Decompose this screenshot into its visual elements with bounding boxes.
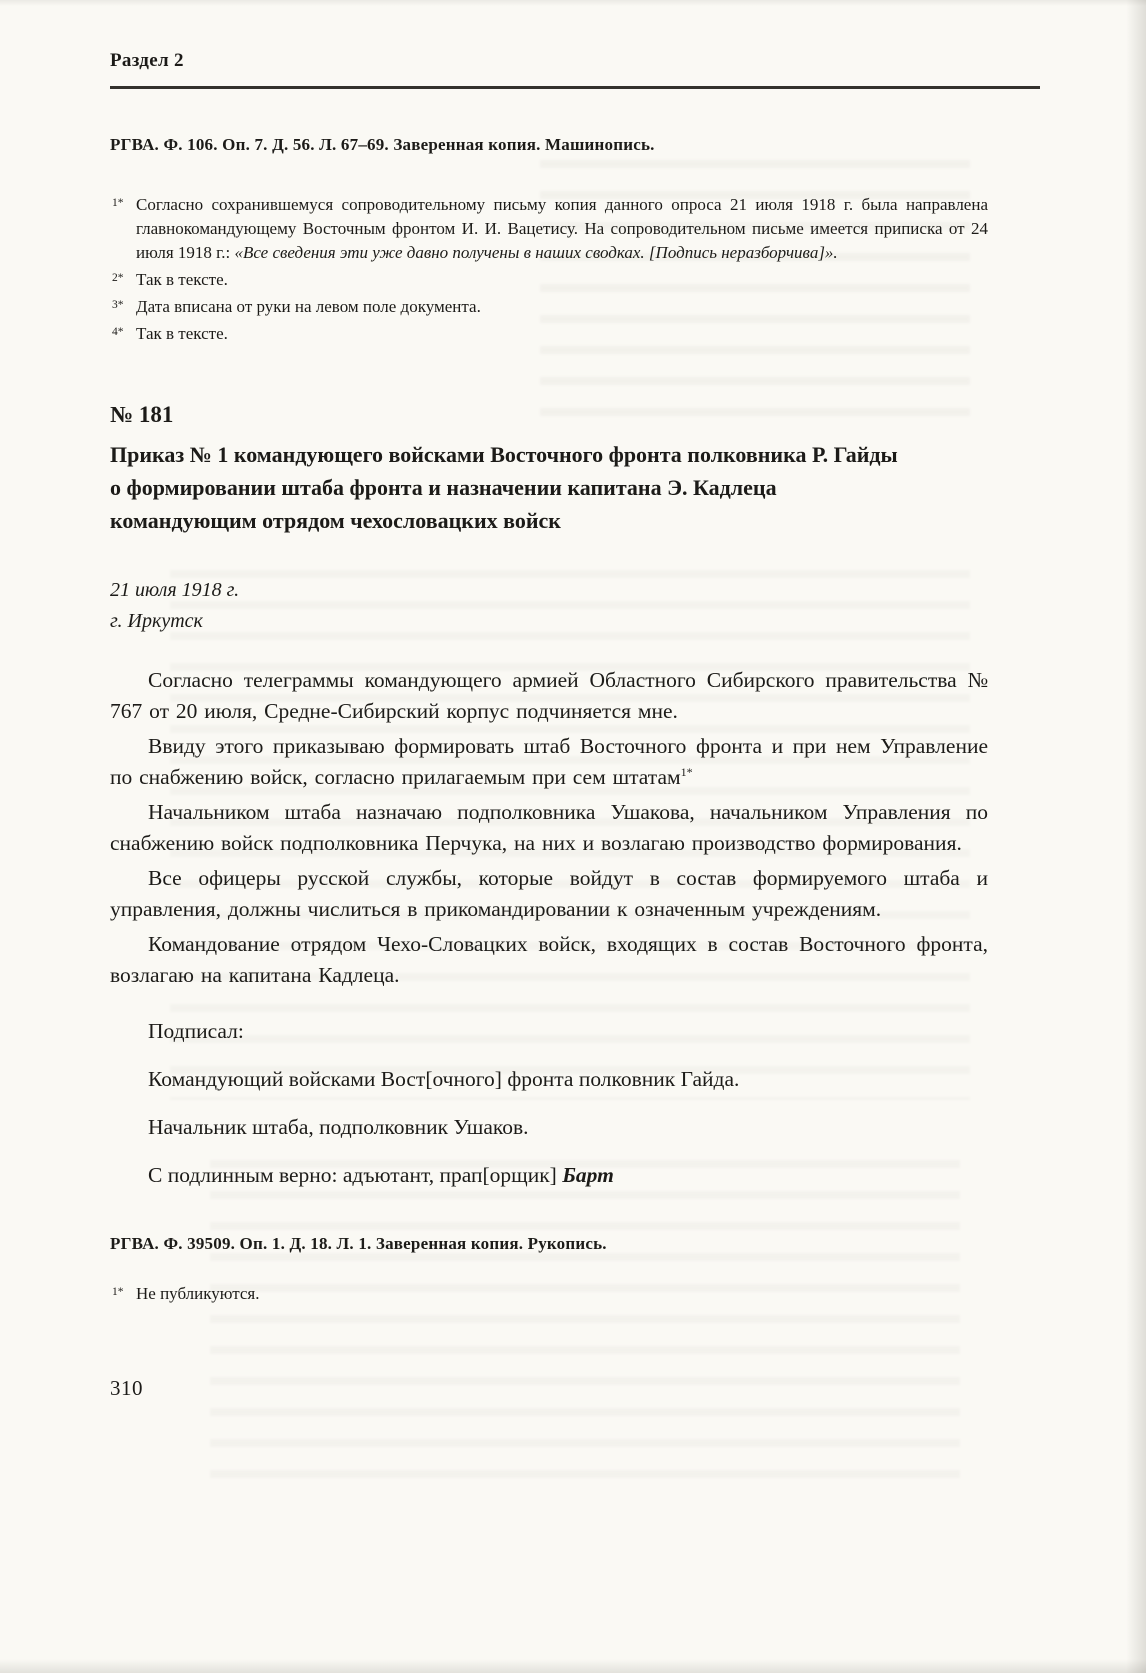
scan-edge-shadow xyxy=(0,1659,1146,1673)
footnote-quote: «Все сведения эти уже давно получены в наших сводках. [Подпись неразборчива]». xyxy=(234,243,838,262)
paragraph-text: Все офицеры русской службы, которые войдут в состав формируемого штаба и управления, должны числиться в прикомандировании к означенным учреждениям. xyxy=(110,866,988,921)
document-paragraph xyxy=(110,797,988,859)
document-number: № 181 xyxy=(110,402,174,427)
footnote xyxy=(110,322,988,346)
footnote-marker: 2* xyxy=(112,272,124,284)
signature-line: Начальник штаба, подполковник Ушаков. xyxy=(148,1115,529,1139)
footnote-text: Дата вписана от руки на левом поле документа. xyxy=(136,297,481,316)
footnote-marker: 1* xyxy=(112,197,124,209)
signature-line: Командующий войсками Вост[очного] фронта полковник Гайда. xyxy=(148,1067,740,1091)
header-rule xyxy=(110,86,1040,89)
document-paragraph xyxy=(110,929,988,991)
footnote-text: Так в тексте. xyxy=(136,270,228,289)
paragraph-text: Согласно телеграммы командующего армией Областного Сибирского правительства № 767 от 20 июля, Средне-Сибирский корпус подчиняется мне. xyxy=(110,668,988,723)
certification-line xyxy=(110,1163,988,1188)
document-body xyxy=(110,665,988,1188)
footnote xyxy=(110,193,988,265)
footnotes-bottom xyxy=(110,1282,988,1306)
document-paragraph xyxy=(110,731,988,793)
footnote-text: Так в тексте. xyxy=(136,324,228,343)
page-number: 310 xyxy=(110,1376,143,1400)
footnote-marker: 3* xyxy=(112,299,124,311)
document-title: Приказ № 1 командующего войсками Восточного фронта полковника Р. Гайды о формировании штаба фронта и назначении капитана Э. Кадлеца командующим отрядом чехословацких войск xyxy=(110,442,898,533)
footnote xyxy=(110,1282,988,1306)
footnote-text: Согласно сохранившемуся сопроводительному письму копия данного опроса 21 июля 1918 г. была направлена главнокомандующему Восточным фронтом И. И. Вацетису. На сопроводительном письме имеется приписка от 24 июля 1918 г.: xyxy=(136,195,988,262)
footnote-marker: 4* xyxy=(112,326,124,338)
footnotes-top xyxy=(110,193,988,346)
footnote-marker: 1* xyxy=(112,1286,124,1298)
page-content xyxy=(110,0,988,1401)
footnote-marker: 1* xyxy=(680,764,693,779)
section-header: Раздел 2 xyxy=(110,50,184,71)
footnote xyxy=(110,268,988,292)
footnote-text: Не публикуются. xyxy=(136,1284,260,1303)
certification-text: С подлинным верно: адъютант, прап[орщик] xyxy=(148,1163,563,1187)
archive-reference-bottom: РГВА. Ф. 39509. Оп. 1. Д. 18. Л. 1. Заверенная копия. Рукопись. xyxy=(110,1234,607,1253)
document-date: 21 июля 1918 г. xyxy=(110,579,240,601)
scan-edge-shadow xyxy=(1126,0,1146,1673)
certification-name: Барт xyxy=(562,1163,614,1187)
document-paragraph xyxy=(110,863,988,925)
document-place: г. Иркутск xyxy=(110,610,203,632)
archive-reference-top: РГВА. Ф. 106. Оп. 7. Д. 56. Л. 67–69. Заверенная копия. Машинопись. xyxy=(110,135,655,154)
signature-intro: Подписал: xyxy=(148,1019,244,1043)
paragraph-text: Командование отрядом Чехо-Словацких войск, входящих в состав Восточного фронта, возлагаю на капитана Кадлеца. xyxy=(110,932,988,987)
document-paragraph xyxy=(110,665,988,727)
paragraph-text: Начальником штаба назначаю подполковника Ушакова, начальником Управления по снабжению войск подполковника Перчука, на них и возлагаю производство формирования. xyxy=(110,800,988,855)
paragraph-text: Ввиду этого приказываю формировать штаб Восточного фронта и при нем Управление по снабжению войск, согласно прилагаемым при сем штатам xyxy=(110,734,988,789)
footnote xyxy=(110,295,988,319)
